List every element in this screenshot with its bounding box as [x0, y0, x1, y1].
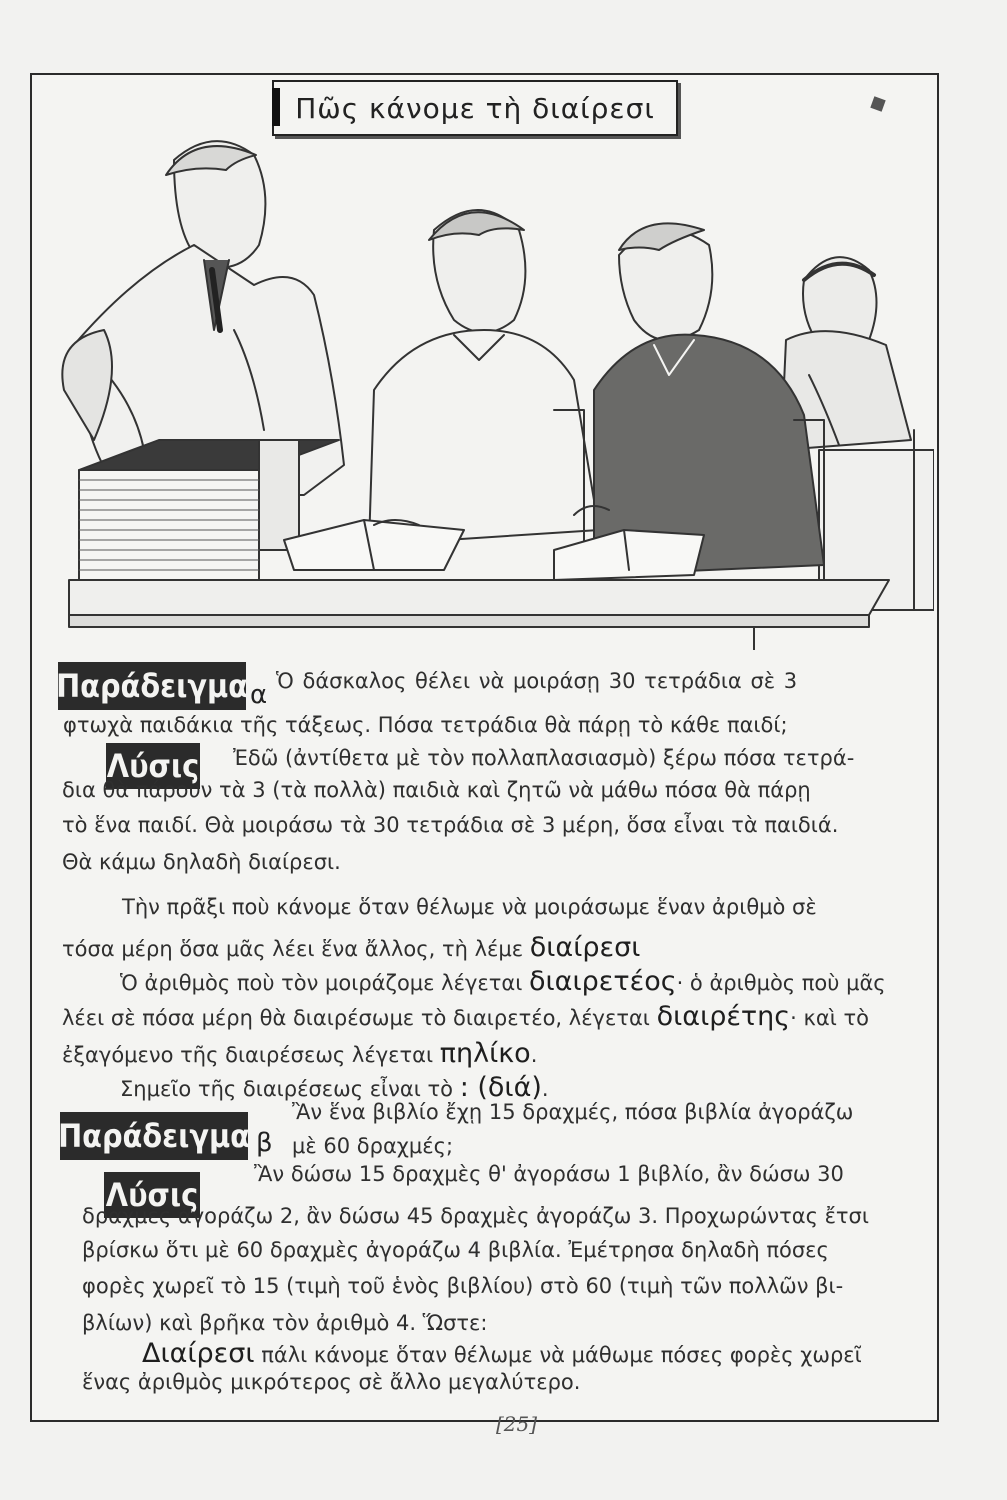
- definition-p1-line-2: [62, 934, 640, 961]
- example-b-label-text: Παράδειγμα: [58, 1117, 250, 1155]
- term-dividend: διαιρετέος: [529, 966, 677, 997]
- example-a-label: [58, 662, 246, 710]
- definition-p2-line-1-a: Ὁ ἀριθμὸς ποὺ τὸν μοιράζομε λέγεται: [120, 971, 523, 995]
- definition-p2-line-3: [62, 1040, 537, 1067]
- solution-a-label-text: Λύσις: [106, 747, 200, 785]
- definition-p2-line-2-a: λέει σὲ πόσα μέρη θὰ διαιρέσωμε τὸ διαιρετέο, λέγεται: [62, 1006, 650, 1030]
- solution-a-line-2: δια θὰ πάρουν τὰ 3 (τὰ πολλὰ) παιδιὰ καὶ ζητῶ νὰ μάθω πόσα θὰ πάρῃ: [62, 778, 811, 802]
- page-title-text: Πῶς κάνομε τὴ διαίρεσι: [295, 91, 655, 125]
- solution-a-line-4: Θὰ κάμω δηλαδὴ διαίρεσι.: [62, 850, 341, 874]
- definition-p2-line-2-b: · καὶ τὸ: [790, 1006, 869, 1030]
- example-a-label-text: Παράδειγμα: [56, 667, 248, 705]
- conclusion-line-1: [142, 1340, 862, 1367]
- definition-p2-line-1: [120, 968, 886, 995]
- definition-p2-line-2: [62, 1003, 869, 1030]
- solution-b-label-text: Λύσις: [105, 1176, 199, 1214]
- conclusion-term: Διαίρεσι: [142, 1338, 255, 1369]
- example-b-sub: β: [256, 1128, 273, 1158]
- conclusion-text-a: πάλι κάνομε ὅταν θέλωμε νὰ μάθωμε πόσες φορὲς χωρεῖ: [261, 1343, 862, 1367]
- definition-p2-line-3-b: .: [530, 1043, 538, 1067]
- division-sign-symbol: : (διά): [459, 1072, 542, 1103]
- example-a-line-2: φτωχὰ παιδάκια τῆς τάξεως. Πόσα τετράδια θὰ πάρῃ τὸ κάθε παιδί;: [63, 713, 788, 737]
- term-divisor: διαιρέτης: [656, 1001, 791, 1032]
- solution-a-line-3: τὸ ἕνα παιδί. Θὰ μοιράσω τὰ 30 τετράδια σὲ 3 μέρη, ὅσα εἶναι τὰ παιδιά.: [62, 813, 839, 837]
- definition-p1-line-1: Τὴν πρᾶξι ποὺ κάνομε ὅταν θέλωμε νὰ μοιράσωμε ἕναν ἀριθμὸ σὲ: [122, 895, 817, 919]
- division-sign-line: [120, 1074, 549, 1101]
- example-b-label: [60, 1112, 248, 1160]
- example-b-line-2: μὲ 60 δραχμές;: [292, 1134, 454, 1158]
- division-sign-text: Σημεῖο τῆς διαιρέσεως εἶναι τὸ: [120, 1077, 454, 1101]
- definition-p1-line-2-text: τόσα μέρη ὅσα μᾶς λέει ἕνα ἄλλος, τὴ λέμε: [62, 937, 524, 961]
- solution-b-line-4: φορὲς χωρεῖ τὸ 15 (τιμὴ τοῦ ἑνὸς βιβλίου) στὸ 60 (τιμὴ τῶν πολλῶν βι-: [82, 1274, 844, 1298]
- classroom-illustration-icon: [34, 130, 934, 650]
- page-number: [25]: [496, 1412, 538, 1436]
- division-sign-end: .: [541, 1077, 549, 1101]
- page-title: [272, 80, 678, 136]
- conclusion-line-2: ἕνας ἀριθμὸς μικρότερος σὲ ἄλλο μεγαλύτερο.: [82, 1370, 581, 1394]
- example-a-sub: α: [250, 680, 268, 710]
- term-quotient: πηλίκο: [439, 1038, 531, 1069]
- solution-a-line-1: Ἐδῶ (ἀντίθετα μὲ τὸν πολλαπλασιασμὸ) ξέρω πόσα τετρά-: [233, 746, 855, 770]
- solution-b-line-5: βλίων) καὶ βρῆκα τὸν ἀριθμὸ 4. Ὥστε:: [82, 1311, 488, 1335]
- definition-p2-line-1-b: · ὁ ἀριθμὸς ποὺ μᾶς: [676, 971, 886, 995]
- term-division: διαίρεσι: [529, 932, 641, 963]
- example-a-line-1: Ὁ δάσκαλος θέλει νὰ μοιράσῃ 30 τετράδια σὲ 3: [276, 669, 798, 693]
- title-accent-bar: [272, 88, 280, 126]
- example-b-line-1: Ἂν ἕνα βιβλίο ἔχῃ 15 δραχμές, πόσα βιβλία ἀγοράζω: [292, 1100, 854, 1124]
- solution-b-line-3: βρίσκω ὅτι μὲ 60 δραχμὲς ἀγοράζω 4 βιβλία. Ἐμέτρησα δηλαδὴ πόσες: [82, 1238, 829, 1262]
- solution-b-line-2: δραχμὲς ἀγοράζω 2, ἂν δώσω 45 δραχμὲς ἀγοράζω 3. Προχωρώντας ἔτσι: [82, 1204, 869, 1228]
- solution-b-line-1: Ἂν δώσω 15 δραχμὲς θ' ἀγοράσω 1 βιβλίο, ἂν δώσω 30: [254, 1162, 844, 1186]
- definition-p2-line-3-a: ἐξαγόμενο τῆς διαιρέσεως λέγεται: [62, 1043, 434, 1067]
